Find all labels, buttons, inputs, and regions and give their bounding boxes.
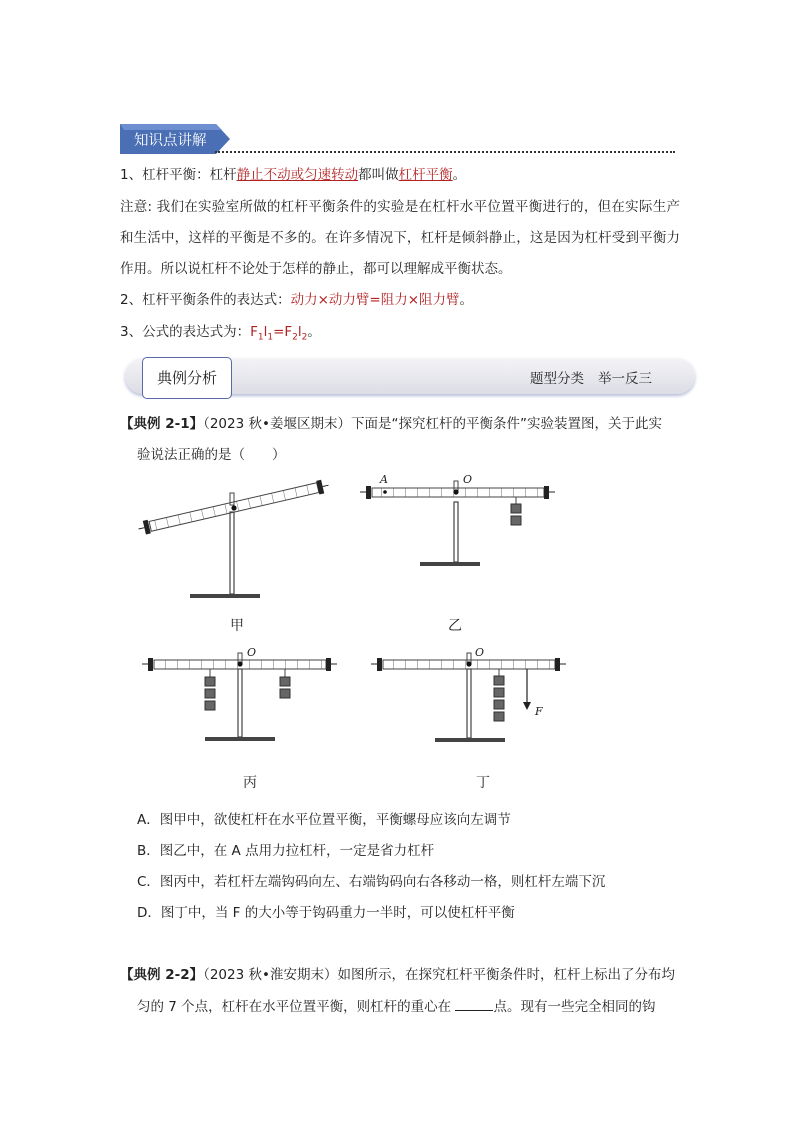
label-O-ding: O [475, 646, 485, 659]
item2-formula: 动力×动力臂=阻力×阻力臂 [290, 292, 460, 308]
option-c: C．图丙中，若杠杆左端钩码向左、右端钩码向右各移动一格，则杠杆左端下沉 [137, 874, 606, 890]
caption-bing: 丙 [243, 775, 257, 791]
example2-stem-1: （2023 秋•淮安期末）如图所示，在探究杠杆平衡条件时，杠杆上标出了分布均 [203, 967, 675, 983]
example1-label: 【典例 2-1】 [120, 416, 204, 432]
caption-yi: 乙 [448, 618, 462, 634]
knowledge-item-2 [120, 290, 473, 310]
knowledge-item-1 [120, 165, 466, 185]
examples-tags [530, 367, 666, 387]
example2-stem-2a: 匀的 7 个点，杠杆在水平位置平衡，则杠杆的重心在 [137, 999, 456, 1015]
banner-dotted-divider [215, 151, 675, 153]
item1-suffix: 。 [452, 167, 467, 183]
example2-line2 [137, 996, 655, 1017]
item2-prefix: 2、杠杆平衡条件的表达式： [120, 292, 291, 308]
option-b: B．图乙中，在 A 点用力拉杠杆，一定是省力杠杆 [137, 843, 435, 859]
force-arrow-head [523, 702, 531, 710]
label-A: A [380, 473, 388, 486]
caption-jia: 甲 [230, 618, 244, 634]
examples-title: 典例分析 [142, 357, 232, 399]
knowledge-note: 注意: 我们在实验室所做的杠杆平衡条件的实验是在杠杆水平位置平衡进行的，但在实际生产和生活中，这样的平衡是不多的。在许多情况下，杠杆是倾斜静止，这是因为杠杆受到平衡力作用。所以说杠杆不论处于怎样的静止，都可以理解成平衡状态。 [120, 199, 680, 277]
knowledge-banner-title: 知识点讲解 [134, 133, 207, 149]
example1-line2: 验说法正确的是（ ） [137, 447, 286, 463]
item3-suffix: 。 [307, 324, 321, 340]
figure-ding [371, 646, 566, 742]
label-O-bing: O [247, 646, 257, 659]
caption-ding: 丁 [476, 775, 490, 791]
example2-label: 【典例 2-2】 [120, 967, 204, 983]
item1-middle: 都叫做 [358, 167, 399, 183]
knowledge-item-3 [120, 322, 321, 348]
option-a: A．图甲中，欲使杠杆在水平位置平衡，平衡螺母应该向左调节 [137, 812, 511, 828]
knowledge-banner [120, 124, 230, 154]
example2-stem-2b: 点。现有一些完全相同的钩 [493, 999, 656, 1015]
figure-yi [360, 473, 555, 566]
item2-suffix: 。 [459, 292, 474, 308]
example1-line1 [120, 414, 662, 434]
answer-blank [455, 996, 493, 1011]
figure-bing [142, 646, 337, 741]
item1-highlight-2: 杠杆平衡 [398, 167, 453, 183]
item1-prefix: 1、杠杆平衡：杠杆 [120, 167, 237, 183]
tag-practice: 举一反三 [598, 371, 652, 387]
item1-highlight-1: 静止不动或匀速转动 [236, 167, 359, 183]
item3-formula: $F_1l_1=F_2l_2$ [250, 324, 308, 343]
label-O-yi: O [463, 473, 473, 486]
item3-prefix: 3、公式的表达式为： [120, 324, 251, 340]
tag-question-types: 题型分类 [530, 371, 584, 387]
lever-figures [130, 472, 590, 792]
example1-stem-1: （2023 秋•姜堰区期末）下面是“探究杠杆的平衡条件”实验装置图，关于此实 [203, 416, 662, 432]
label-F: F [535, 705, 543, 718]
option-d: D．图丁中，当 F 的大小等于钩码重力一半时，可以使杠杆平衡 [137, 905, 515, 921]
example2-line1 [120, 965, 675, 985]
figure-jia [137, 478, 330, 598]
